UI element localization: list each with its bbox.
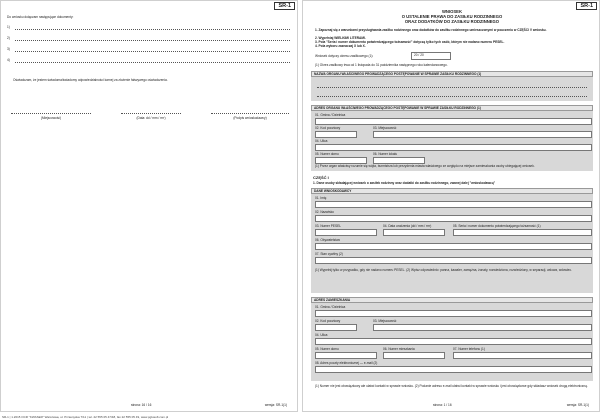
residence-notes: (1) Numer nie jest obowiązkowy ale ułatwi kontakt w sprawie wniosku. (2) Podanie adresu e-mail ułatwi kontakt w sprawie wniosku i jest obowiązkowe gdy składasz wniosek drogą elektroniczną. <box>315 384 588 388</box>
pesel-label: 03. Numer PESEL <box>315 224 342 228</box>
signature-label: (Podpis wnioskodawcy) <box>233 116 267 120</box>
res-house-label: 05. Numer domu <box>315 347 339 351</box>
res-house-input[interactable] <box>315 352 377 359</box>
birth-date-label: 04. Data urodzenia (dd / mm / rrrr) <box>383 224 432 228</box>
place-label: (Miejscowość) <box>40 116 62 120</box>
part-heading: CZĘŚĆ I <box>313 175 329 180</box>
addr-city-label: 03. Miejscowość <box>373 126 397 130</box>
instruction-1: 1. Zapoznaj się z warunkami przysługiwania zasiłku rodzinnego oraz dodatków do zasiłku rodzinnego umieszczonymi w pouczeniu w CZĘŚCI V wniosku. <box>315 28 547 32</box>
res-flat-label: 06. Numer mieszkania <box>383 347 415 351</box>
period-label: Wniosek dotyczy okresu zasiłkowego (1): <box>315 54 374 58</box>
version-right: wersja: SR-1(1) <box>566 403 589 407</box>
addr-flat-input[interactable] <box>373 157 425 164</box>
declaration-text: Oświadczam, że jestem świadoma/świadomy odpowiedzialności karnej za złożenie fałszywego oświadczenia. <box>13 78 168 82</box>
addr-city-input[interactable] <box>373 131 592 138</box>
instruction-4: 4. Pola wyboru zaznaczaj X lub X. <box>315 44 366 48</box>
page-number-left: strona: 16 / 16 <box>131 403 152 407</box>
addr-street-input[interactable] <box>315 144 592 151</box>
doc-code-left: SR-1 <box>274 2 295 10</box>
section-organ-address: ADRES ORGANU WŁAŚCIWEGO PROWADZĄCEGO POSTĘPOWANIE W SPRAWIE ZASIŁKU RODZINNEGO (1) <box>311 105 593 111</box>
addr-house-label: 05. Numer domu <box>315 152 339 156</box>
form-title-3: ORAZ DODATKÓW DO ZASIŁKU RODZINNEGO <box>404 19 500 24</box>
attachment-line-4[interactable] <box>15 62 290 63</box>
attachment-item-4: 4) <box>7 58 10 62</box>
res-phone-label: 07. Numer telefonu (1) <box>453 347 485 351</box>
addr-house-input[interactable] <box>315 157 367 164</box>
id-doc-input[interactable] <box>453 229 592 236</box>
first-name-label: 01. Imię <box>315 196 327 200</box>
first-name-input[interactable] <box>315 201 592 208</box>
signature-line[interactable] <box>211 113 289 114</box>
attachments-intro: Do wniosku dołączam następujące dokumenty: <box>7 15 74 19</box>
res-postcode-input[interactable] <box>315 324 357 331</box>
instruction-3: 3. Pola "Seria i numer dokumentu potwierdzającego tożsamość" dotyczą tylko tych osób, którym nie nadano numeru PESEL. <box>315 40 505 44</box>
date-line[interactable] <box>121 113 181 114</box>
attachment-line-3[interactable] <box>15 51 290 52</box>
publisher-note: SR-1 | 1.2015 OCR "KWASER" Warszawa, ul. Przasnyska 7/11 | tel. 22 555 05 47/48, fax 22 555 05 49, www.pglusoft.com.pl <box>2 415 169 419</box>
addr-commune-input[interactable] <box>315 118 592 125</box>
organ-name-line-2[interactable] <box>317 96 587 97</box>
citizenship-input[interactable] <box>315 243 592 250</box>
applicant-notes: (1) Wypełnij tylko w przypadku, gdy nie nadano numeru PESEL. (2) Wpisz odpowiednio: panna, kawaler, zamężna, żonaty, rozwiedziona, rozwiedziony, w separacji, wdowa, wdowiec. <box>315 268 572 272</box>
res-postcode-label: 02. Kod pocztowy <box>315 319 341 323</box>
left-page <box>0 0 298 412</box>
section-organ-name: NAZWA ORGANU WŁAŚCIWEGO PROWADZĄCEGO POSTĘPOWANIE W SPRAWIE ZASIŁKU RODZINNEGO (1) <box>311 71 593 77</box>
attachment-item-2: 2) <box>7 36 10 40</box>
res-phone-input[interactable] <box>453 352 592 359</box>
res-flat-input[interactable] <box>383 352 445 359</box>
attachment-line-1[interactable] <box>15 29 290 30</box>
section-residence: ADRES ZAMIESZKANIA <box>311 297 593 303</box>
last-name-label: 02. Nazwisko <box>315 210 334 214</box>
res-commune-label: 01. Gmina / Dzielnica <box>315 305 346 309</box>
organ-name-line-1[interactable] <box>317 87 587 88</box>
res-commune-input[interactable] <box>315 310 592 317</box>
instruction-2: 2. Wypełniaj WIELKIMI LITERAMI. <box>315 36 366 40</box>
form-title-2: O USTALENIE PRAWA DO ZASIŁKU RODZINNEGO <box>401 14 503 19</box>
pesel-input[interactable] <box>315 229 377 236</box>
doc-code-right: SR-1 <box>576 2 597 10</box>
attachment-item-1: 1) <box>7 25 10 29</box>
attachment-item-3: 3) <box>7 47 10 51</box>
res-street-input[interactable] <box>315 338 592 345</box>
res-city-input[interactable] <box>373 324 592 331</box>
period-input[interactable]: 20 / 20 <box>411 52 451 60</box>
marital-status-input[interactable] <box>315 257 592 264</box>
place-line[interactable] <box>11 113 91 114</box>
organ-name-area <box>311 77 593 101</box>
right-page <box>302 0 600 412</box>
section-applicant-data: DANE WNIOSKODAWCY <box>311 188 593 194</box>
attachment-line-2[interactable] <box>15 40 290 41</box>
addr-commune-label: 01. Gmina / Dzielnica <box>315 113 346 117</box>
birth-date-input[interactable] <box>383 229 445 236</box>
form-title-1: WNIOSEK <box>441 9 462 14</box>
addr-street-label: 04. Ulica <box>315 139 328 143</box>
page-number-right: strona: 1 / 16 <box>433 403 452 407</box>
part-title: 1. Dane osoby składającej wniosek o zasiłek rodzinny oraz dodatki do zasiłku rodzinnego, zwanej dalej "wnioskodawcą" <box>313 181 496 185</box>
date-label: (Data: dd / mm / rrrr) <box>136 116 166 120</box>
id-doc-label: 05. Seria i numer dokumentu potwierdzającego tożsamość (1) <box>453 224 541 228</box>
addr-flat-label: 06. Numer lokalu <box>373 152 398 156</box>
addr-note: (1) Przez organ właściwy rozumie się wójta, burmistrza lub prezydenta miasta właściwego ze względu na miejsce zamieszkania osoby ubiegającej wniosek. <box>315 164 535 168</box>
period-note: (1) Okres zasiłkowy trwa od 1 listopada do 31 października następnego roku kalendarzowego. <box>315 63 448 67</box>
res-city-label: 03. Miejscowość <box>373 319 397 323</box>
res-email-label: 08. Adres poczty elektronicznej — e-mail (2) <box>315 361 378 365</box>
version-left: wersja: SR-1(1) <box>264 403 287 407</box>
marital-status-label: 07. Stan cywilny (2) <box>315 252 343 256</box>
addr-postcode-input[interactable] <box>315 131 357 138</box>
last-name-input[interactable] <box>315 215 592 222</box>
addr-postcode-label: 02. Kod pocztowy <box>315 126 341 130</box>
res-street-label: 04. Ulica <box>315 333 328 337</box>
citizenship-label: 06. Obywatelstwo <box>315 238 341 242</box>
res-email-input[interactable] <box>315 366 592 373</box>
